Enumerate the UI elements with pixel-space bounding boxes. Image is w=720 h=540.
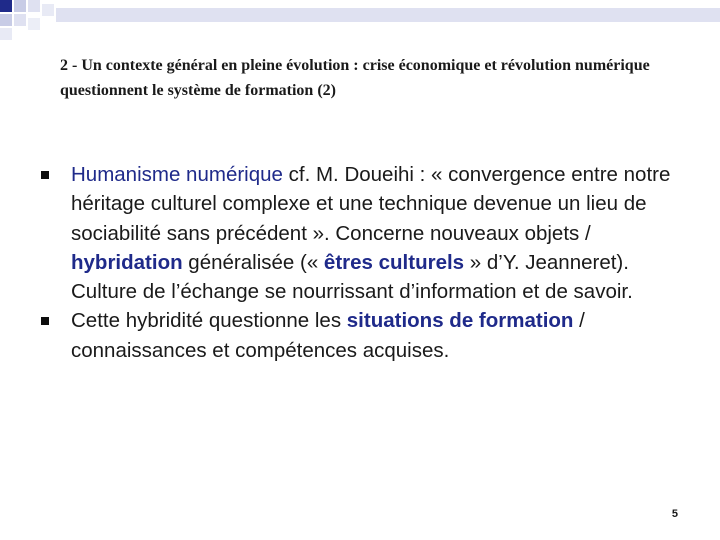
bullet-text: cf. M. Doueihi : « convergence entre notre héritage culturel complexe et une technique devenue un lieu de sociabilité sans précédent ». Concerne nouveaux objets /	[71, 163, 671, 245]
bullet-text: » d’Y. Jeanneret). Culture de l’échange se nourrissant d’information et de savoir.	[71, 250, 633, 304]
term-humanisme-numerique: Humanisme numérique	[71, 163, 283, 186]
bullet-text: / connaissances et compétences acquises.	[71, 309, 585, 362]
bullet-text: généralisée («	[182, 250, 324, 274]
corner-decoration	[0, 0, 720, 40]
slide-title: 2 - Un contexte général en pleine évolution : crise économique et révolution numérique questionnent le système de formation (2)	[60, 57, 650, 99]
bullet-text: Cette hybridité questionne les	[71, 309, 347, 333]
term-situations-de-formation: situations de formation	[346, 309, 574, 333]
term-hybridation: hybridation	[71, 250, 183, 274]
page-number: 5	[671, 508, 678, 520]
square-bullet-icon	[41, 171, 49, 179]
term-etres-culturels: êtres culturels	[323, 250, 465, 274]
list-item	[40, 160, 680, 306]
bullet-list	[40, 160, 680, 365]
list-item	[40, 306, 680, 365]
square-bullet-icon	[41, 317, 49, 325]
